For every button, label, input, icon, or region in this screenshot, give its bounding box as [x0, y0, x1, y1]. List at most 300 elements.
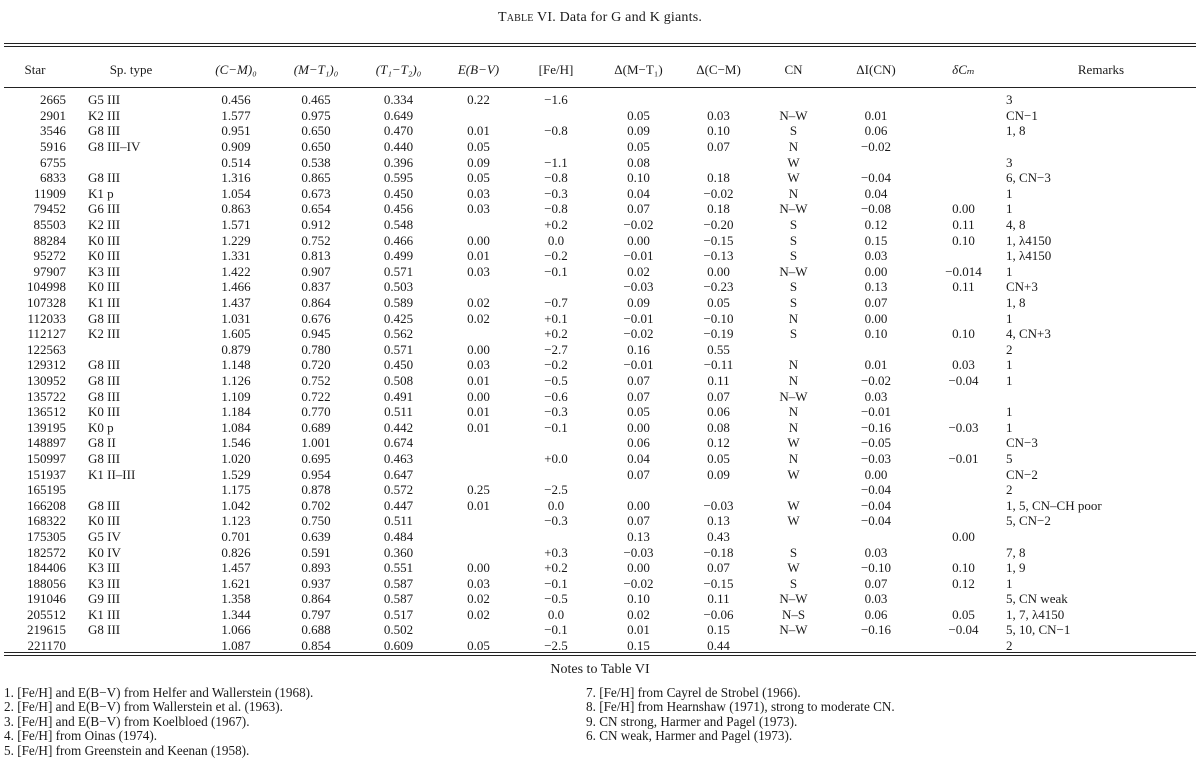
t1t20-cell: 0.548 — [383, 217, 414, 233]
sptype-cell: G8 III — [88, 388, 121, 404]
star-cell: 6833 — [40, 170, 66, 186]
cn-cell: N — [788, 139, 799, 155]
feh-cell: +0.2 — [544, 217, 568, 233]
ebv-cell: 0.25 — [467, 482, 490, 498]
feh-cell: −0.7 — [544, 295, 568, 311]
dcm-cell: 0.00 — [707, 263, 730, 279]
mt10-cell: 0.945 — [301, 326, 331, 342]
note-item: 6. CN weak, Harmer and Pagel (1973). — [586, 728, 793, 744]
dcm-cell: 0.12 — [707, 435, 730, 451]
sptype-cell: K1 II–III — [88, 466, 136, 482]
cn-cell: N — [788, 450, 799, 466]
delta-cm-cell: 0.10 — [952, 560, 975, 576]
dmt1-cell: 0.05 — [627, 139, 650, 155]
cm0-cell: 1.087 — [221, 638, 251, 654]
dcm-cell: −0.13 — [703, 248, 734, 264]
col-header-dicn: ΔI(CN) — [856, 62, 896, 77]
feh-cell: 0.0 — [547, 497, 565, 513]
feh-cell: −2.5 — [544, 638, 568, 654]
feh-cell: +0.3 — [544, 544, 568, 560]
feh-cell: +0.2 — [544, 560, 568, 576]
dicn-cell: 0.15 — [864, 232, 888, 248]
cn-cell: N–W — [779, 591, 808, 607]
dicn-cell: −0.10 — [860, 560, 892, 576]
dcm-cell: −0.11 — [703, 357, 734, 373]
cn-cell: S — [789, 326, 798, 342]
bottom-rule — [4, 652, 1196, 653]
cm0-cell: 1.466 — [221, 279, 251, 295]
dcm-cell: 0.15 — [707, 622, 730, 638]
cm0-cell: 1.571 — [221, 217, 251, 233]
mt10-cell: 0.702 — [301, 497, 331, 513]
dcm-cell: 0.43 — [707, 528, 730, 544]
delta-cm-cell: 0.00 — [952, 528, 975, 544]
star-cell: 219615 — [27, 622, 66, 638]
table-row — [4, 529, 1196, 545]
dicn-cell: 0.10 — [864, 326, 888, 342]
feh-cell: −0.6 — [544, 388, 568, 404]
ebv-cell — [441, 622, 516, 638]
delta-cm-cell — [921, 186, 1006, 202]
ebv-cell: 0.02 — [467, 606, 490, 622]
sptype-cell: K3 III — [88, 263, 121, 279]
dcm-cell: −0.06 — [703, 606, 734, 622]
mt10-cell: 0.937 — [301, 575, 331, 591]
cm0-cell: 1.148 — [221, 357, 251, 373]
remarks-cell: 5, CN weak — [1006, 591, 1068, 607]
ebv-cell — [441, 108, 516, 124]
t1t20-cell: 0.499 — [383, 248, 414, 264]
dmt1-cell: 0.00 — [627, 497, 650, 513]
sptype-cell: K1 p — [88, 185, 114, 201]
cm0-cell: 1.605 — [221, 326, 251, 342]
t1t20-cell: 0.571 — [383, 341, 414, 357]
sptype-cell: G8 III — [88, 170, 121, 186]
mt10-cell: 0.797 — [301, 606, 331, 622]
delta-cm-cell: 0.11 — [952, 217, 975, 233]
dmt1-cell: −0.03 — [623, 279, 654, 295]
ebv-cell — [441, 529, 516, 545]
table-title: Data for G and K giants. — [559, 10, 703, 25]
table-row — [4, 607, 1196, 623]
dmt1-cell: −0.01 — [623, 310, 654, 326]
mt10-cell: 1.001 — [301, 435, 331, 451]
dcm-cell — [681, 84, 756, 108]
dcm-cell: 0.13 — [707, 513, 730, 529]
table-row — [4, 466, 1196, 482]
table-row — [4, 232, 1196, 248]
cn-cell: N–W — [779, 622, 808, 638]
cm0-cell: 1.184 — [221, 404, 251, 420]
feh-cell: −1.6 — [544, 92, 568, 108]
t1t20-cell: 0.511 — [384, 404, 413, 420]
delta-cm-cell: 0.05 — [952, 606, 975, 622]
mt10-cell: 0.639 — [301, 528, 331, 544]
star-cell: 136512 — [27, 404, 66, 420]
delta-cm-cell — [921, 482, 1006, 498]
star-cell: 184406 — [27, 560, 66, 576]
feh-cell: −0.1 — [544, 263, 568, 279]
cm0-cell: 1.529 — [221, 466, 251, 482]
cn-cell: S — [789, 295, 798, 311]
mt10-cell: 0.975 — [301, 107, 331, 123]
cn-cell: S — [789, 217, 798, 233]
mt10-cell: 0.865 — [301, 170, 331, 186]
feh-cell — [516, 279, 596, 295]
sptype-cell — [66, 154, 196, 170]
sptype-cell: G8 III — [88, 357, 121, 373]
remarks-cell: CN−1 — [1006, 107, 1038, 123]
dmt1-cell: 0.05 — [627, 107, 650, 123]
dmt1-cell: 0.00 — [627, 419, 650, 435]
cm0-cell: 0.514 — [221, 154, 251, 170]
dicn-cell: −0.02 — [860, 139, 892, 155]
t1t20-cell: 0.572 — [383, 482, 414, 498]
feh-cell: −0.3 — [544, 513, 568, 529]
sptype-cell: G8 III — [88, 450, 121, 466]
ebv-cell — [441, 279, 516, 295]
sptype-cell: G6 III — [88, 201, 121, 217]
dicn-cell: 0.12 — [864, 217, 888, 233]
dicn-cell: 0.04 — [864, 185, 888, 201]
col-header-cm0: (C−M)₀ — [215, 62, 257, 77]
mt10-cell: 0.864 — [301, 295, 331, 311]
star-cell: 130952 — [27, 372, 66, 388]
dmt1-cell: 0.07 — [627, 388, 650, 404]
dmt1-cell: 0.10 — [627, 170, 650, 186]
notes-title: Notes to Table VI — [550, 662, 650, 677]
mt10-cell: 0.465 — [301, 92, 331, 108]
t1t20-cell: 0.587 — [383, 575, 414, 591]
mt10-cell: 0.752 — [301, 232, 331, 248]
col-header-feh: [Fe/H] — [538, 62, 574, 77]
feh-cell: −0.8 — [544, 123, 568, 139]
remarks-cell — [1006, 139, 1196, 155]
dicn-cell: −0.04 — [860, 482, 892, 498]
star-cell: 139195 — [27, 419, 66, 435]
cm0-cell: 1.344 — [221, 606, 251, 622]
star-cell: 122563 — [27, 341, 66, 357]
dmt1-cell: 0.02 — [627, 606, 650, 622]
dicn-cell: 0.03 — [864, 591, 888, 607]
sptype-cell: G8 III — [88, 372, 121, 388]
dmt1-cell: 0.09 — [627, 295, 650, 311]
mt10-cell: 0.837 — [301, 279, 331, 295]
star-cell: 85503 — [33, 217, 66, 233]
remarks-cell: 1 — [1006, 263, 1013, 279]
table-row — [4, 108, 1196, 124]
mt10-cell: 0.750 — [301, 513, 331, 529]
dmt1-cell: 0.04 — [627, 450, 650, 466]
ebv-cell: 0.00 — [467, 560, 490, 576]
ebv-cell: 0.05 — [467, 170, 490, 186]
dicn-cell: 0.03 — [864, 544, 888, 560]
dicn-cell: −0.16 — [860, 419, 892, 435]
t1t20-cell: 0.491 — [383, 388, 414, 404]
feh-cell: −2.5 — [544, 482, 568, 498]
dcm-cell: 0.07 — [707, 388, 730, 404]
t1t20-cell: 0.502 — [383, 622, 414, 638]
table-row — [4, 295, 1196, 311]
table-row — [4, 575, 1196, 591]
table-row — [4, 139, 1196, 155]
t1t20-cell: 0.571 — [383, 263, 414, 279]
feh-cell: 0.0 — [547, 232, 565, 248]
col-header-cn: CN — [784, 62, 803, 77]
delta-cm-cell — [921, 248, 1006, 264]
note-item: 4. [Fe/H] from Oinas (1974). — [4, 728, 158, 744]
delta-cm-cell: −0.014 — [945, 263, 982, 279]
cn-cell — [756, 482, 831, 498]
feh-cell: −0.8 — [544, 170, 568, 186]
cn-cell: N — [788, 372, 799, 388]
ebv-cell: 0.00 — [467, 232, 490, 248]
cm0-cell: 1.066 — [221, 622, 251, 638]
cn-cell: N — [788, 404, 799, 420]
dicn-cell: 0.00 — [864, 310, 888, 326]
feh-cell — [516, 108, 596, 124]
ebv-cell — [441, 217, 516, 233]
mt10-cell: 0.650 — [301, 139, 331, 155]
mt10-cell: 0.752 — [301, 372, 331, 388]
mt10-cell: 0.854 — [301, 638, 331, 654]
delta-cm-cell — [921, 84, 1006, 108]
feh-cell: −0.1 — [544, 575, 568, 591]
mt10-cell: 0.780 — [301, 341, 331, 357]
feh-cell: +0.1 — [544, 310, 568, 326]
delta-cm-cell — [921, 388, 1006, 404]
table-row — [4, 622, 1196, 638]
cn-cell: N–W — [779, 107, 808, 123]
cn-cell: W — [787, 560, 800, 576]
cm0-cell: 1.054 — [221, 185, 251, 201]
table-row — [4, 388, 1196, 404]
delta-cm-cell: 0.10 — [952, 232, 975, 248]
sptype-cell: K0 p — [88, 419, 114, 435]
delta-cm-cell: 0.10 — [952, 326, 975, 342]
t1t20-cell: 0.425 — [383, 310, 414, 326]
dmt1-cell: −0.03 — [623, 544, 654, 560]
cn-cell: S — [789, 279, 798, 295]
t1t20-cell: 0.562 — [383, 326, 414, 342]
sptype-cell: K0 III — [88, 232, 121, 248]
dicn-cell — [831, 529, 921, 545]
dcm-cell: 0.11 — [707, 591, 730, 607]
ebv-cell: 0.00 — [467, 388, 490, 404]
cn-cell: N — [788, 419, 799, 435]
dicn-cell: 0.00 — [864, 263, 888, 279]
ebv-cell: 0.01 — [467, 123, 490, 139]
feh-cell: −0.3 — [544, 404, 568, 420]
col-header-ebv: E(B−V) — [457, 62, 500, 77]
ebv-cell — [441, 326, 516, 342]
table-row — [4, 451, 1196, 467]
mt10-cell: 0.864 — [301, 591, 331, 607]
ebv-cell — [441, 451, 516, 467]
dmt1-cell: −0.02 — [623, 326, 654, 342]
dmt1-cell: −0.02 — [623, 575, 654, 591]
t1t20-cell: 0.647 — [383, 466, 414, 482]
remarks-cell: 1, 8 — [1006, 295, 1026, 311]
mt10-cell: 0.673 — [301, 185, 331, 201]
cn-cell: S — [789, 248, 798, 264]
dmt1-cell: 0.05 — [627, 404, 650, 420]
dicn-cell: −0.04 — [860, 497, 892, 513]
note-item: 8. [Fe/H] from Hearnshaw (1971), strong to moderate CN. — [586, 699, 895, 715]
remarks-cell: 7, 8 — [1006, 544, 1026, 560]
t1t20-cell: 0.450 — [383, 185, 414, 201]
sptype-cell: K2 III — [88, 217, 121, 233]
feh-cell: −0.3 — [544, 185, 568, 201]
t1t20-cell: 0.589 — [383, 295, 414, 311]
dcm-cell: 0.10 — [707, 123, 730, 139]
cm0-cell: 1.084 — [221, 419, 251, 435]
star-cell: 6755 — [40, 154, 66, 170]
table-row — [4, 279, 1196, 295]
table-row — [4, 544, 1196, 560]
remarks-cell: 2 — [1006, 482, 1013, 498]
remarks-cell: 1, λ4150 — [1006, 232, 1052, 248]
dicn-cell: 0.03 — [864, 248, 888, 264]
t1t20-cell: 0.609 — [383, 638, 414, 654]
ebv-cell — [441, 435, 516, 451]
feh-cell: −0.1 — [544, 622, 568, 638]
remarks-cell — [1006, 529, 1196, 545]
note-item: 5. [Fe/H] from Greenstein and Keenan (1958). — [4, 742, 250, 758]
delta-cm-cell — [921, 310, 1006, 326]
feh-cell — [516, 529, 596, 545]
cm0-cell: 1.020 — [221, 450, 251, 466]
note-item: 9. CN strong, Harmer and Pagel (1973). — [586, 713, 798, 729]
sptype-cell: K0 III — [88, 513, 121, 529]
dmt1-cell: 0.07 — [627, 466, 650, 482]
delta-cm-cell — [921, 139, 1006, 155]
mt10-cell: 0.878 — [301, 482, 331, 498]
dcm-cell: 0.09 — [707, 466, 730, 482]
ebv-cell: 0.01 — [467, 372, 490, 388]
sptype-cell: K2 III — [88, 107, 121, 123]
table-caption — [0, 10, 1200, 26]
dcm-cell: 0.18 — [707, 170, 730, 186]
t1t20-cell: 0.447 — [383, 497, 414, 513]
feh-cell: 0.0 — [547, 606, 565, 622]
cm0-cell: 0.863 — [221, 201, 251, 217]
cn-cell: S — [789, 575, 798, 591]
star-cell: 175305 — [27, 528, 66, 544]
table-row — [4, 84, 1196, 108]
feh-cell: −0.1 — [544, 419, 568, 435]
dicn-cell: −0.05 — [860, 435, 892, 451]
ebv-cell — [441, 466, 516, 482]
dmt1-cell: 0.07 — [627, 513, 650, 529]
delta-cm-cell: 0.11 — [952, 279, 975, 295]
remarks-cell: CN−2 — [1006, 466, 1038, 482]
remarks-cell: 1 — [1006, 201, 1013, 217]
remarks-cell: 5 — [1006, 450, 1013, 466]
table-row — [4, 404, 1196, 420]
cn-cell: N–W — [779, 388, 808, 404]
sptype-cell: K1 III — [88, 606, 121, 622]
dmt1-cell: −0.01 — [623, 248, 654, 264]
star-cell: 5916 — [40, 139, 66, 155]
table-row — [4, 310, 1196, 326]
col-header-delta-cm: δCₘ — [952, 62, 975, 77]
t1t20-cell: 0.674 — [383, 435, 414, 451]
col-header-star: Star — [24, 62, 46, 77]
t1t20-cell: 0.334 — [383, 92, 414, 108]
t1t20-cell: 0.649 — [383, 107, 414, 123]
table-row — [4, 513, 1196, 529]
top-rule-double — [4, 46, 1196, 47]
cn-cell: W — [787, 170, 800, 186]
cm0-cell: 1.042 — [221, 497, 251, 513]
sptype-cell: G9 III — [88, 591, 121, 607]
table-row — [4, 186, 1196, 202]
t1t20-cell: 0.396 — [383, 154, 414, 170]
feh-cell: +0.2 — [544, 326, 568, 342]
star-cell: 151937 — [27, 466, 66, 482]
dcm-cell: 0.05 — [707, 450, 730, 466]
sptype-cell: K1 III — [88, 295, 121, 311]
table-row — [4, 264, 1196, 280]
cn-cell: S — [789, 123, 798, 139]
dcm-cell: 0.18 — [707, 201, 730, 217]
remarks-cell: 1 — [1006, 419, 1013, 435]
remarks-cell: 1, 8 — [1006, 123, 1026, 139]
cn-cell: W — [787, 435, 800, 451]
dmt1-cell — [596, 84, 681, 108]
remarks-cell: 5, 10, CN−1 — [1006, 622, 1071, 638]
notes-right-column — [586, 686, 895, 744]
ebv-cell: 0.03 — [467, 357, 490, 373]
table-row — [4, 482, 1196, 498]
sptype-cell: G8 III — [88, 310, 121, 326]
mt10-cell: 0.676 — [301, 310, 331, 326]
cn-cell: W — [787, 513, 800, 529]
col-header-remarks: Remarks — [1077, 62, 1125, 77]
remarks-cell: 5, CN−2 — [1006, 513, 1051, 529]
star-cell: 205512 — [27, 606, 66, 622]
dmt1-cell — [596, 482, 681, 498]
dcm-cell: −0.03 — [703, 497, 734, 513]
dmt1-cell: 0.06 — [627, 435, 650, 451]
delta-cm-cell — [921, 591, 1006, 607]
delta-cm-cell — [921, 497, 1006, 513]
dicn-cell: −0.03 — [860, 450, 892, 466]
dcm-cell: −0.20 — [703, 217, 734, 233]
dcm-cell: −0.10 — [703, 310, 734, 326]
delta-cm-cell — [921, 123, 1006, 139]
table-row — [4, 435, 1196, 451]
dicn-cell: 0.00 — [864, 466, 888, 482]
ebv-cell: 0.02 — [467, 310, 490, 326]
cm0-cell: 1.457 — [221, 560, 251, 576]
dmt1-cell: 0.01 — [627, 622, 650, 638]
cm0-cell: 1.437 — [221, 295, 251, 311]
ebv-cell: 0.03 — [467, 201, 490, 217]
dmt1-cell: −0.02 — [623, 217, 654, 233]
feh-cell: +0.0 — [544, 450, 568, 466]
feh-cell: −0.5 — [544, 591, 568, 607]
ebv-cell — [441, 513, 516, 529]
dmt1-cell: 0.02 — [627, 263, 650, 279]
ebv-cell: 0.22 — [467, 92, 490, 108]
mt10-cell: 0.538 — [301, 154, 331, 170]
sptype-cell: G8 III–IV — [88, 139, 141, 155]
table-row — [4, 560, 1196, 576]
cn-cell: N–W — [779, 201, 808, 217]
dmt1-cell: 0.13 — [627, 528, 650, 544]
